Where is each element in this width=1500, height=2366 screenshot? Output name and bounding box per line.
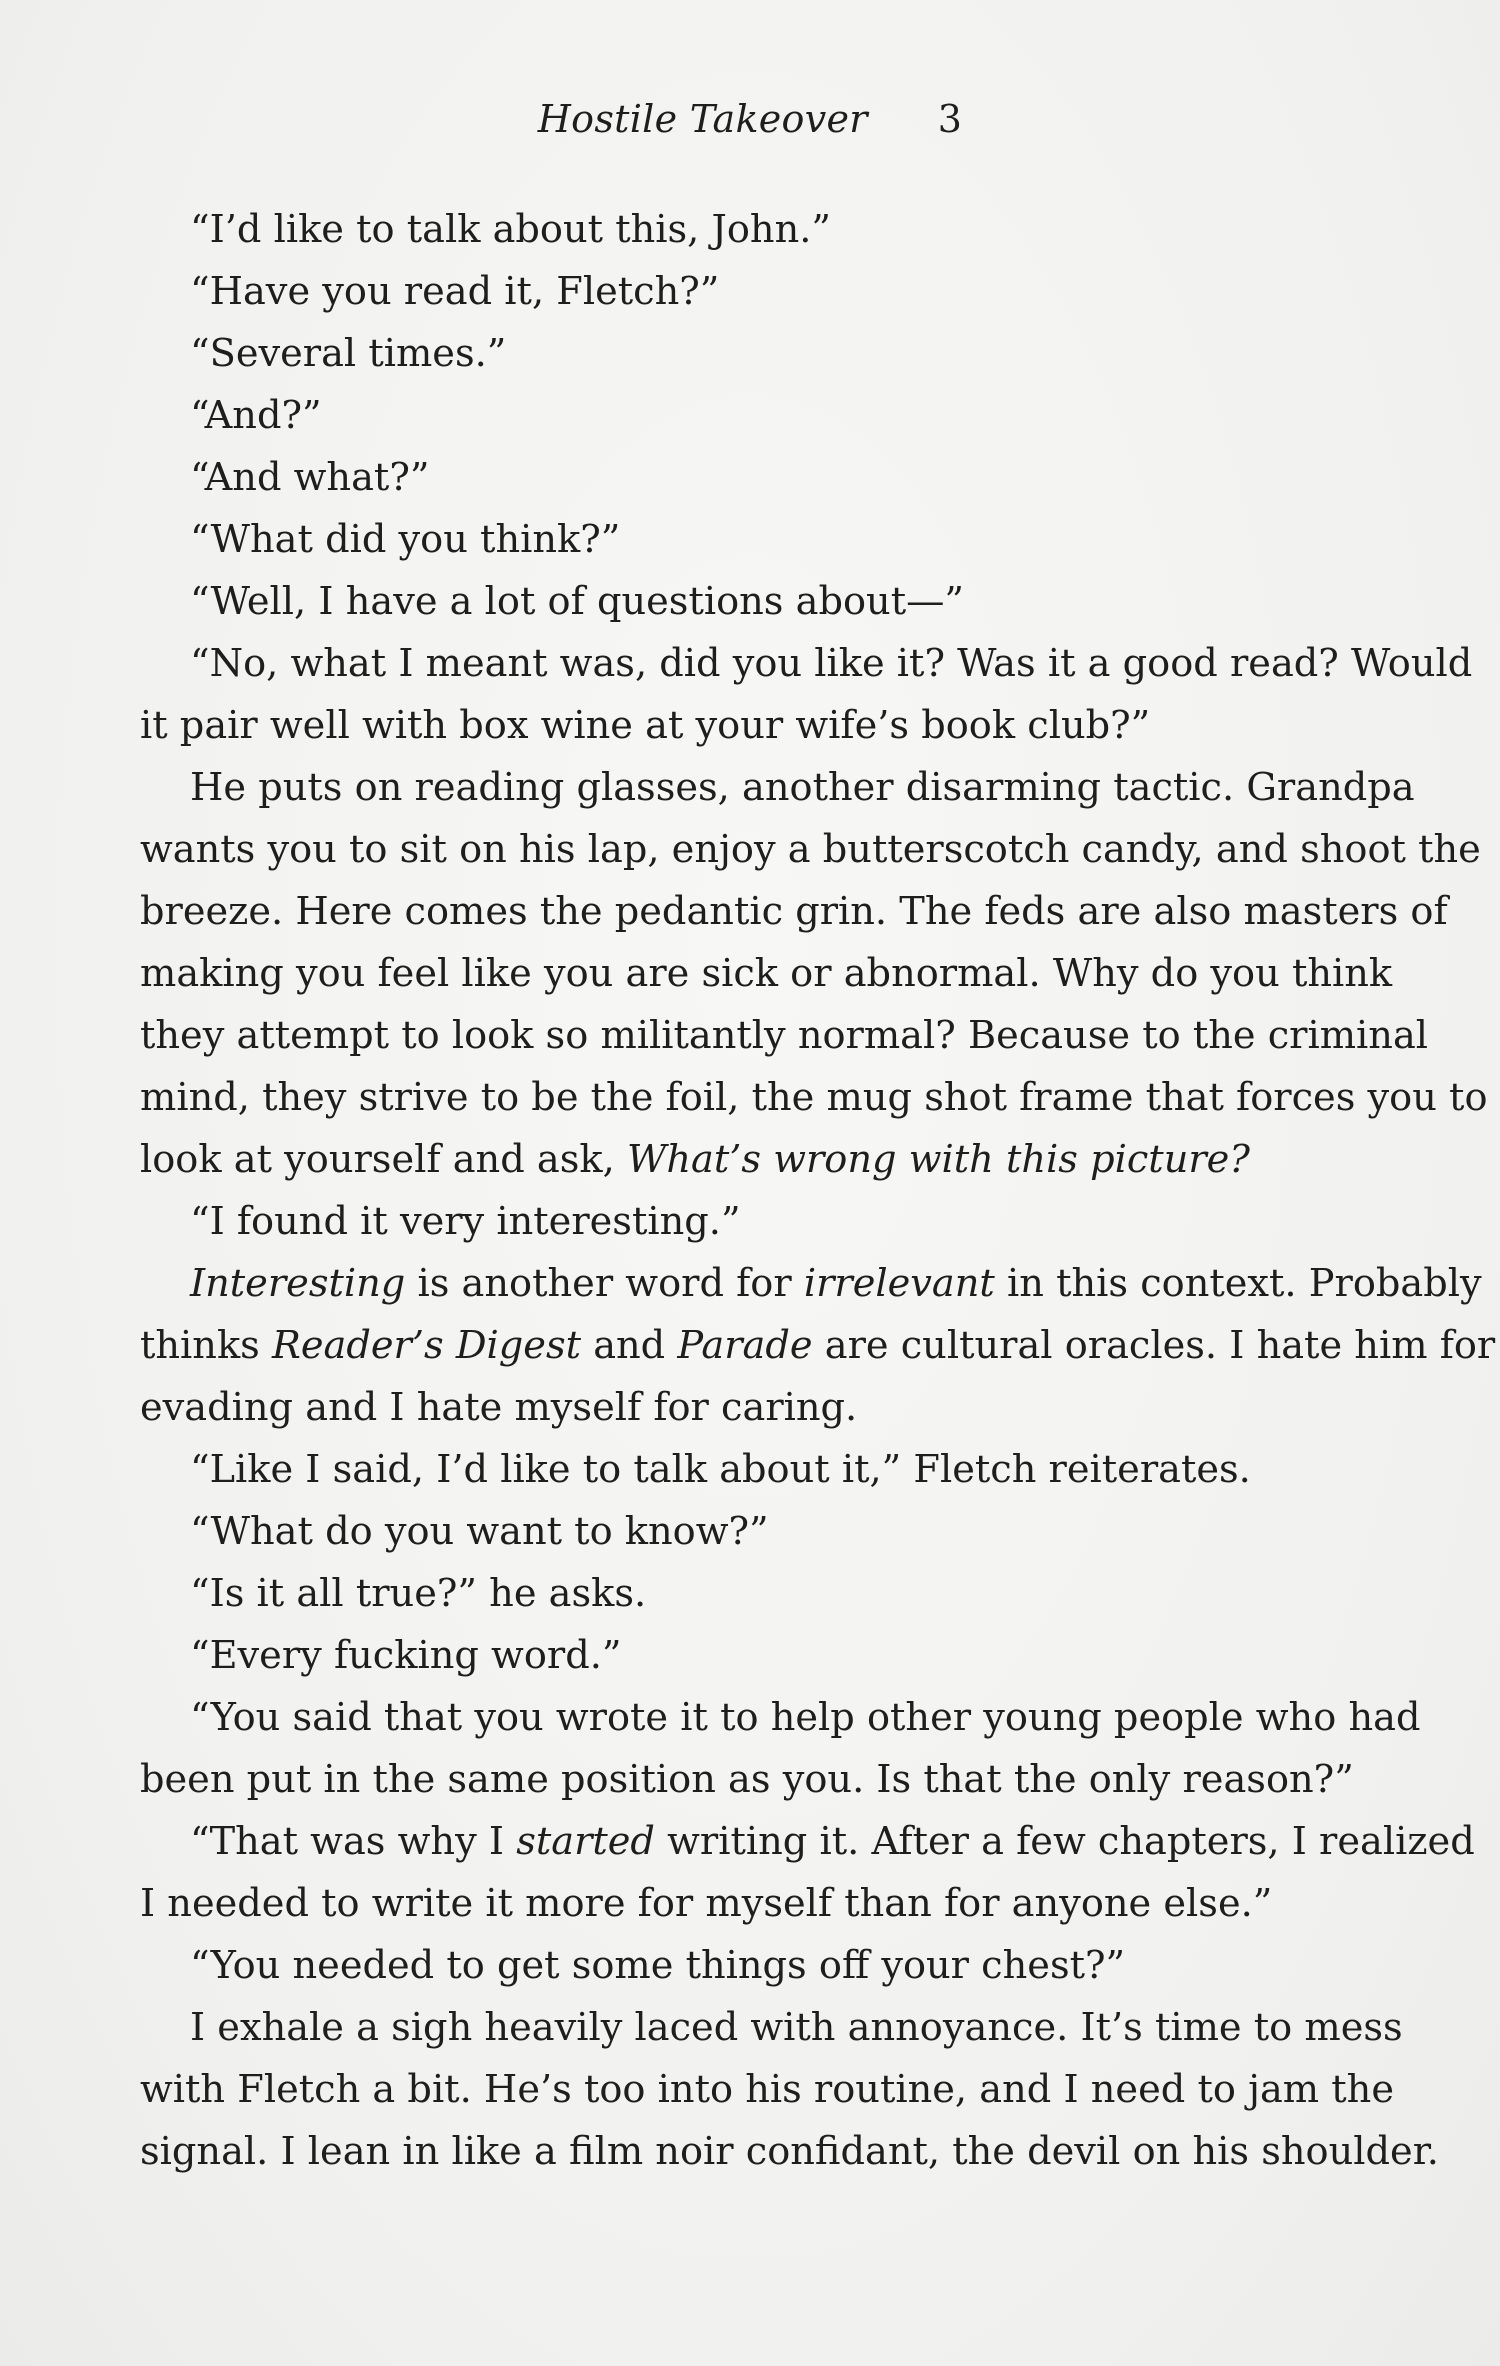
text-line: “You said that you wrote it to help other young people who had bbox=[190, 1695, 1421, 1740]
italic-text: Parade bbox=[677, 1323, 813, 1368]
text-line: “Have you read it, Fletch?” bbox=[190, 269, 720, 314]
text-line: “I’d like to talk about this, John.” bbox=[190, 207, 832, 252]
text-segment: thinks bbox=[140, 1323, 273, 1368]
text-line: “You needed to get some things off your chest?” bbox=[190, 1943, 1126, 1988]
text-line: “What do you want to know?” bbox=[190, 1509, 769, 1554]
text-line: been put in the same position as you. Is that the only reason?” bbox=[140, 1757, 1354, 1802]
text-line: “Every fucking word.” bbox=[190, 1633, 622, 1678]
body-text bbox=[140, 199, 1496, 2183]
text-line: “Like I said, I’d like to talk about it,” Fletch reiterates. bbox=[190, 1447, 1251, 1492]
text-line: “What did you think?” bbox=[190, 517, 621, 562]
text-line bbox=[140, 1811, 1475, 1873]
italic-text: started bbox=[516, 1819, 655, 1864]
running-head bbox=[0, 88, 1500, 150]
text-line: “And?” bbox=[190, 393, 322, 438]
text-line: with Fletch a bit. He’s too into his routine, and I need to jam the bbox=[140, 2067, 1394, 2112]
text-segment: in this context. Probably bbox=[994, 1261, 1482, 1306]
italic-text: irrelevant bbox=[803, 1261, 995, 1306]
text-line: “I found it very interesting.” bbox=[190, 1199, 741, 1244]
text-segment: and bbox=[581, 1323, 678, 1368]
page-number: 3 bbox=[937, 97, 963, 141]
text-line: they attempt to look so militantly normal? Because to the criminal bbox=[140, 1013, 1429, 1058]
italic-text: Reader’s Digest bbox=[272, 1323, 582, 1368]
italic-text: Interesting bbox=[190, 1261, 406, 1306]
text-line: mind, they strive to be the foil, the mug shot frame that forces you to bbox=[140, 1075, 1488, 1120]
text-line bbox=[140, 1253, 1482, 1315]
italic-text: What’s wrong with this picture? bbox=[626, 1137, 1250, 1182]
text-segment: writing it. After a few chapters, I realized bbox=[654, 1819, 1475, 1864]
text-line: breeze. Here comes the pedantic grin. The feds are also masters of bbox=[140, 889, 1448, 934]
text-line: it pair well with box wine at your wife’s book club?” bbox=[140, 703, 1151, 748]
text-line: “Several times.” bbox=[190, 331, 507, 376]
text-line bbox=[140, 1315, 1496, 1377]
text-line: He puts on reading glasses, another disarming tactic. Grandpa bbox=[190, 765, 1415, 810]
text-line: signal. I lean in like a film noir confidant, the devil on his shoulder. bbox=[140, 2129, 1439, 2174]
text-line: “Well, I have a lot of questions about—” bbox=[190, 579, 964, 624]
text-line: I needed to write it more for myself than for anyone else.” bbox=[140, 1881, 1273, 1926]
text-line bbox=[140, 1129, 1320, 1191]
book-title: Hostile Takeover bbox=[537, 97, 868, 141]
text-line: evading and I hate myself for caring. bbox=[140, 1385, 858, 1430]
text-line: wants you to sit on his lap, enjoy a butterscotch candy, and shoot the bbox=[140, 827, 1481, 872]
text-line: making you feel like you are sick or abnormal. Why do you think bbox=[140, 951, 1393, 996]
text-segment: are cultural oracles. I hate him for bbox=[812, 1323, 1496, 1368]
text-line: I exhale a sigh heavily laced with annoyance. It’s time to mess bbox=[190, 2005, 1403, 2050]
text-line: “Is it all true?” he asks. bbox=[190, 1571, 647, 1616]
text-segment: look at yourself and ask, bbox=[140, 1137, 627, 1182]
text-segment: is another word for bbox=[405, 1261, 804, 1306]
text-line: “And what?” bbox=[190, 455, 430, 500]
text-segment: “That was why I bbox=[190, 1819, 517, 1864]
text-line: “No, what I meant was, did you like it? Was it a good read? Would bbox=[190, 641, 1473, 686]
